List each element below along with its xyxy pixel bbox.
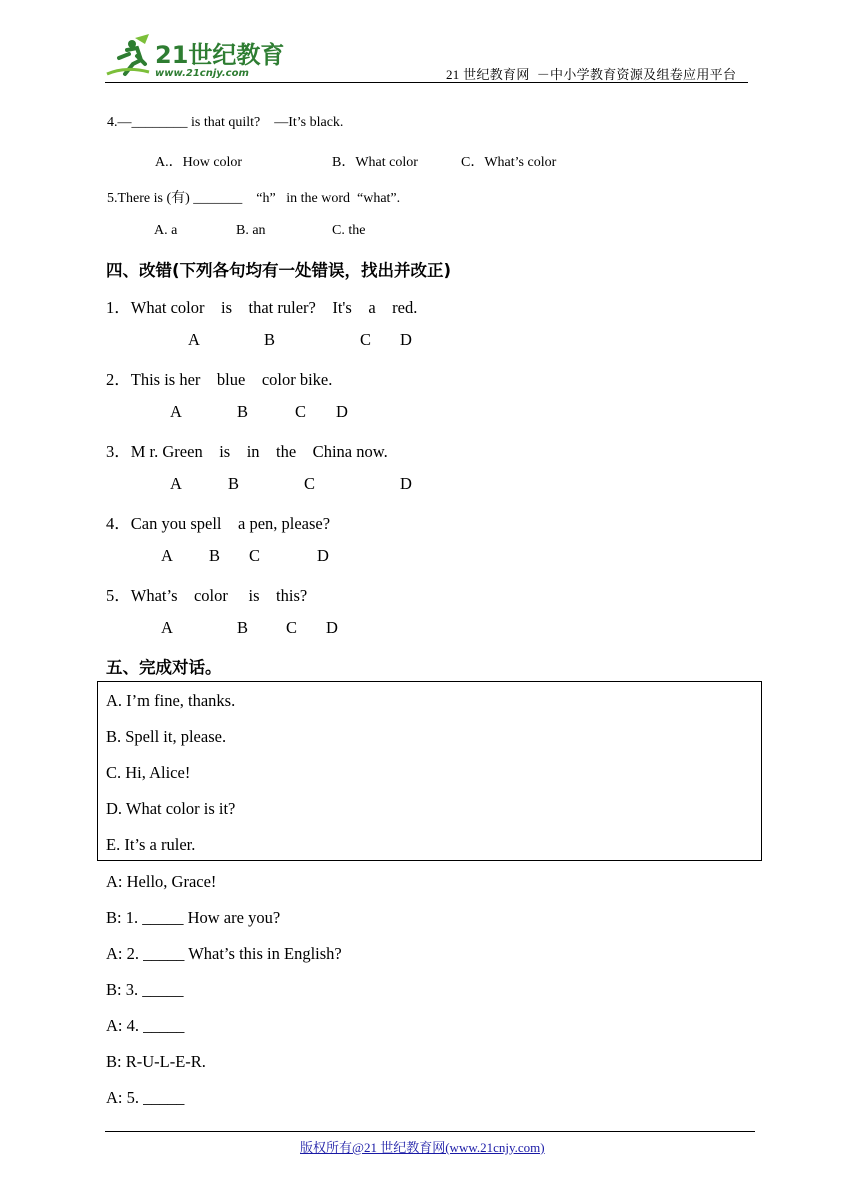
question-5-option-c: C. the bbox=[332, 223, 366, 238]
correction-letter-5c: C bbox=[286, 618, 298, 637]
question-4-option-b: B．What color bbox=[332, 155, 418, 170]
question-4-option-c: C．What’s color bbox=[461, 155, 557, 170]
correction-letter-3c: C bbox=[304, 474, 316, 493]
correction-letter-5d: D bbox=[326, 618, 338, 637]
correction-letter-2a: A bbox=[170, 402, 182, 421]
dialogue-line: B: 3. _____ bbox=[106, 980, 184, 999]
section-4-title: 四、改错(下列各句均有一处错误，找出并改正) bbox=[106, 261, 452, 280]
dialogue-line: B: 1. _____ How are you? bbox=[106, 908, 281, 927]
question-4-option-a: A.．How color bbox=[155, 155, 243, 170]
dialogue-option-b: B. Spell it, please. bbox=[106, 727, 227, 746]
svg-text:21世纪教育: 21世纪教育 bbox=[155, 41, 285, 69]
dialogue-line: B: R-U-L-E-R. bbox=[106, 1052, 206, 1071]
footer-divider bbox=[105, 1131, 755, 1132]
dialogue-line: A: 2. _____ What’s this in English? bbox=[106, 944, 342, 963]
svg-text:www.21cnjy.com: www.21cnjy.com bbox=[155, 68, 249, 79]
correction-letter-1d: D bbox=[400, 330, 412, 349]
question-5-option-b: B. an bbox=[236, 223, 266, 238]
correction-letter-2d: D bbox=[336, 402, 348, 421]
dialogue-option-c: C. Hi, Alice! bbox=[106, 763, 191, 782]
correction-letter-5b: B bbox=[237, 618, 249, 637]
correction-letter-1c: C bbox=[360, 330, 372, 349]
correction-letter-4b: B bbox=[209, 546, 221, 565]
correction-letter-3b: B bbox=[228, 474, 240, 493]
dialogue-line: A: Hello, Grace! bbox=[106, 872, 217, 891]
correction-letter-3a: A bbox=[170, 474, 182, 493]
correction-item-4: 4．Can you spell a pen, please? bbox=[106, 514, 331, 533]
runner-logo-icon bbox=[105, 30, 285, 82]
correction-letter-4c: C bbox=[249, 546, 261, 565]
dialogue-line: A: 4. _____ bbox=[106, 1016, 185, 1035]
footer-copyright-link[interactable]: 版权所有@21 世纪教育网(www.21cnjy.com) bbox=[300, 1140, 545, 1155]
dialogue-option-e: E. It’s a ruler. bbox=[106, 835, 196, 854]
correction-letter-3d: D bbox=[400, 474, 412, 493]
correction-item-5: 5．What’s color is this? bbox=[106, 586, 308, 605]
correction-item-2: 2．This is her blue color bike. bbox=[106, 370, 333, 389]
section-5-title: 五、完成对话。 bbox=[106, 658, 222, 677]
correction-letter-2c: C bbox=[295, 402, 307, 421]
site-logo bbox=[105, 30, 285, 82]
question-5-stem: 5.There is (有) _______ “h” in the word “what”. bbox=[107, 191, 401, 206]
header-divider bbox=[105, 82, 748, 83]
correction-item-3: 3．M r. Green is in the China now. bbox=[106, 442, 388, 461]
question-4-stem: 4.—________ is that quilt? —It’s black. bbox=[107, 115, 344, 130]
correction-letter-4a: A bbox=[161, 546, 173, 565]
site-header-text: 21 世纪教育网 －中小学教育资源及组卷应用平台 bbox=[446, 67, 737, 82]
question-5-option-a: A. a bbox=[154, 223, 178, 238]
dialogue-option-d: D. What color is it? bbox=[106, 799, 236, 818]
dialogue-option-a: A. I’m fine, thanks. bbox=[106, 691, 236, 710]
dialogue-line: A: 5. _____ bbox=[106, 1088, 185, 1107]
correction-item-1: 1．What color is that ruler? It's a red. bbox=[106, 298, 418, 317]
correction-letter-4d: D bbox=[317, 546, 329, 565]
correction-letter-1a: A bbox=[188, 330, 200, 349]
correction-letter-2b: B bbox=[237, 402, 249, 421]
correction-letter-5a: A bbox=[161, 618, 173, 637]
correction-letter-1b: B bbox=[264, 330, 276, 349]
